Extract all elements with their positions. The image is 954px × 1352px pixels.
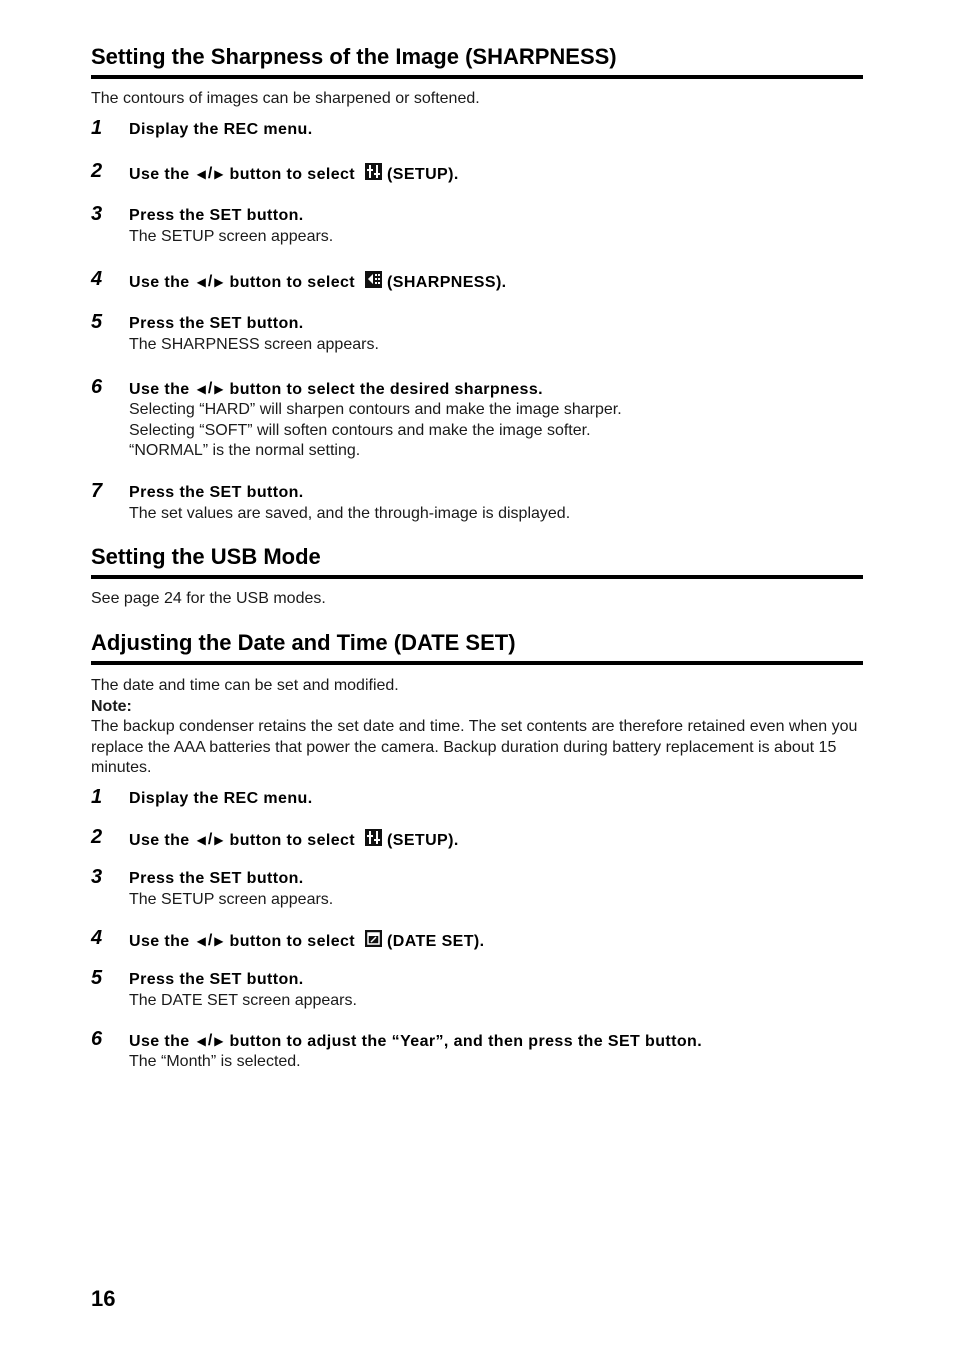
step-title-mid: button to select [229,274,356,291]
section-intro-sharpness: The contours of images can be sharpened or softened. [91,90,480,107]
left-right-arrows-icon: ◀ / ▶ [196,273,224,290]
step-title-mid: button to select [229,832,356,849]
step-number: 2 [91,826,103,848]
step-title [129,271,507,293]
date-set-icon [365,930,382,947]
section-heading-date-set: Adjusting the Date and Time (DATE SET) [91,630,863,665]
description-line: Selecting “HARD” will sharpen contours and make the image sharper. [129,401,622,418]
section-intro-usb: See page 24 for the USB modes. [91,590,326,607]
step-number: 1 [91,786,103,808]
step-number: 3 [91,866,103,888]
step-title-post: (SETUP). [387,832,459,849]
step-number: 5 [91,311,103,333]
step-description [129,991,357,1012]
left-right-arrows-icon: ◀ / ▶ [196,831,224,848]
step-number: 4 [91,268,103,290]
left-right-arrows-icon: ◀ / ▶ [196,1032,224,1049]
section-heading-sharpness: Setting the Sharpness of the Image (SHARPNESS) [91,44,863,79]
step-title-pre: Use the [129,166,190,183]
step-title: Press the SET button. [129,315,304,332]
note-text: The backup condenser retains the set date and time. The set contents are therefore retained even when you replace the AAA batteries that power the camera. Backup duration during battery replacement is about 15 minutes. [91,718,858,776]
description-line: The DATE SET screen appears. [129,992,357,1009]
section-intro-date-set [91,676,863,779]
description-line: The SETUP screen appears. [129,228,334,245]
step-title-mid: button to select [229,933,356,950]
step-description [129,1052,301,1073]
step-title [129,930,484,952]
left-right-arrows-icon: ◀ / ▶ [196,932,224,949]
step-title-mid: button to select the desired sharpness. [229,381,543,398]
step-number: 3 [91,203,103,225]
step-title-pre: Use the [129,381,190,398]
step-title: Display the REC menu. [129,121,313,138]
step-title-post: (SETUP). [387,166,459,183]
description-line: The SHARPNESS screen appears. [129,336,379,353]
step-number: 6 [91,376,103,398]
description-line: The set values are saved, and the through-image is displayed. [129,505,571,522]
step-description [129,504,570,525]
step-description [129,890,333,911]
description-line: Selecting “SOFT” will soften contours and make the image softer. [129,421,591,439]
left-right-arrows-icon: ◀ / ▶ [196,165,224,182]
section-heading-usb: Setting the USB Mode [91,544,863,579]
intro-text: The date and time can be set and modified. [91,677,399,694]
description-line: The SETUP screen appears. [129,891,334,908]
page-number: 16 [91,1286,116,1311]
step-title-post: (DATE SET). [387,933,485,950]
description-line: “NORMAL” is the normal setting. [129,442,361,460]
step-title-pre: Use the [129,832,190,849]
note-label: Note: [91,697,132,715]
left-right-arrows-icon: ◀ / ▶ [196,380,224,397]
step-number: 2 [91,160,103,182]
step-description [129,400,622,462]
step-description [129,227,333,248]
step-title: Display the REC menu. [129,790,313,807]
step-title: Press the SET button. [129,207,304,224]
step-title-mid: button to adjust the “Year”, and then press the SET button. [229,1033,703,1050]
step-title-pre: Use the [129,933,190,950]
sharpness-icon [365,271,382,288]
step-title-post: (SHARPNESS). [387,274,507,291]
description-line: The “Month” is selected. [129,1053,301,1070]
setup-icon [365,163,382,180]
step-title: Press the SET button. [129,870,304,887]
step-number: 4 [91,927,103,949]
step-number: 1 [91,117,103,139]
setup-icon [365,829,382,846]
step-title: Press the SET button. [129,484,304,501]
step-title-mid: button to select [229,166,356,183]
step-title-pre: Use the [129,1033,190,1050]
step-title [129,829,459,851]
step-title [129,163,459,185]
step-title [129,1031,702,1052]
step-description [129,335,379,356]
step-number: 6 [91,1028,103,1050]
step-title-pre: Use the [129,274,190,291]
step-number: 5 [91,967,103,989]
step-number: 7 [91,480,103,502]
step-title: Press the SET button. [129,971,304,988]
step-title [129,379,543,400]
